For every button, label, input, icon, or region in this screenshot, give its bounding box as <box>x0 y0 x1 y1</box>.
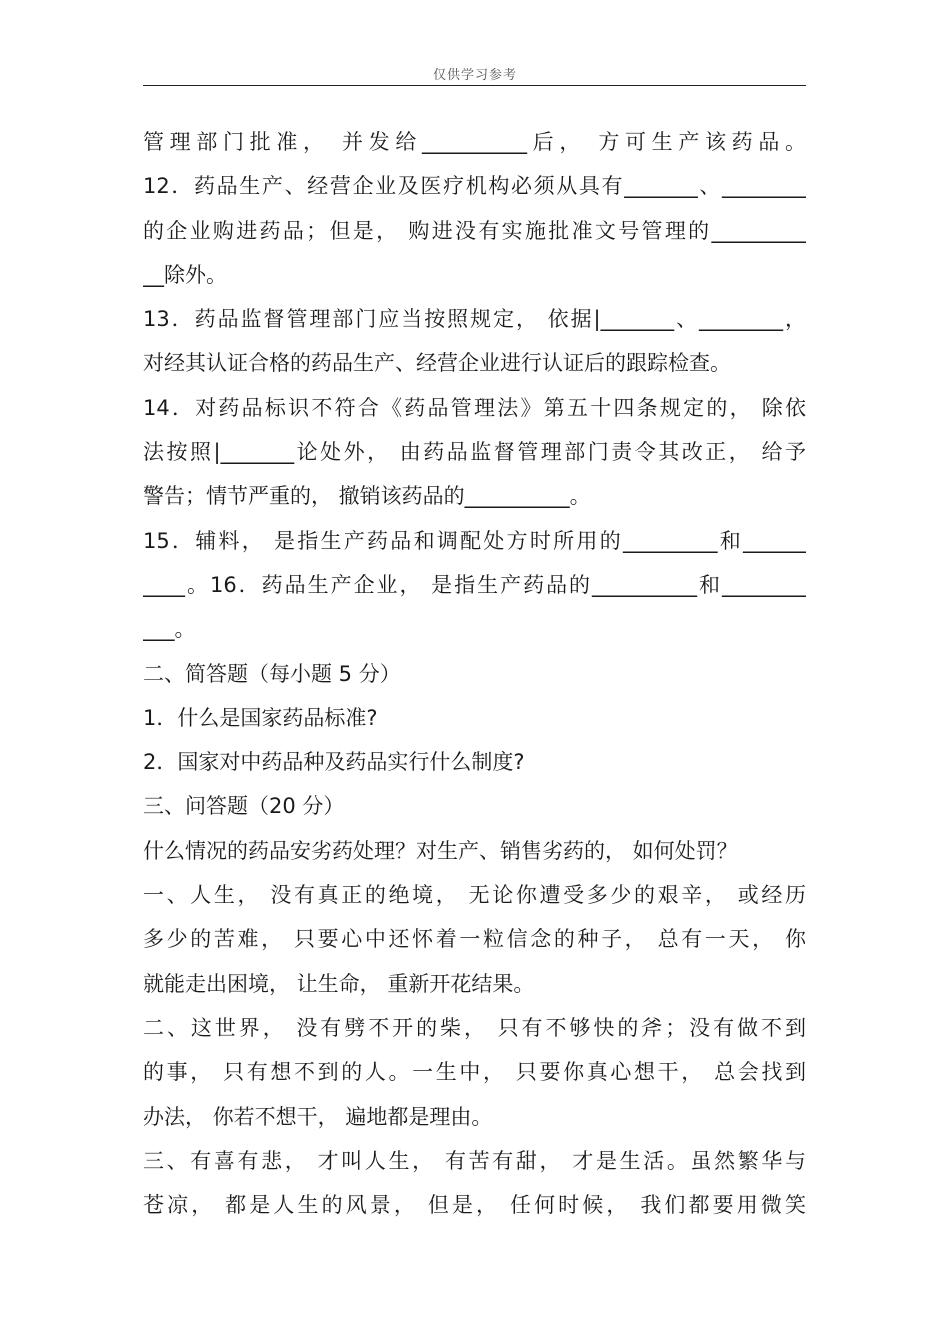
text-line: ___。 <box>143 617 196 642</box>
text-line: 就能走出困境， 让生命， 重新开花结果。 <box>143 971 535 996</box>
text-line: 法按照|_______论处外， 由药品监督管理部门责令其改正， 给予 <box>143 440 806 465</box>
section-heading: 三、问答题（20 分） <box>143 794 345 819</box>
text-line: 二、这世界， 没有劈不开的柴， 只有不够快的斧；没有做不到 <box>143 1015 806 1040</box>
page-header: 仅供学习参考 <box>432 68 517 83</box>
text-line: 对经其认证合格的药品生产、经营企业进行认证后的跟踪检查。 <box>143 351 731 376</box>
text-line: 什么情况的药品安劣药处理？对生产、销售劣药的， 如何处罚？ <box>143 838 738 863</box>
text-line: __除外。 <box>143 262 227 287</box>
text-line: 13．药品监督管理部门应当按照规定， 依据|_______、________， <box>143 307 806 332</box>
text-line: 办法， 你若不想干， 遍地都是理由。 <box>143 1104 493 1129</box>
text-line: 管理部门批准， 并发给__________后， 方可生产该药品。 <box>143 130 806 154</box>
text-line: 多少的苦难， 只要心中还怀着一粒信念的种子， 总有一天， 你 <box>143 927 806 952</box>
text-line: 15．辅料， 是指生产药品和调配处方时所用的_________和______ <box>143 528 806 553</box>
header-divider <box>143 85 806 86</box>
text-line: 的企业购进药品；但是， 购进没有实施批准文号管理的_________ <box>143 218 806 243</box>
text-line: 三、有喜有悲， 才叫人生， 有苦有甜， 才是生活。虽然繁华与 <box>143 1148 806 1173</box>
text-line: 一、人生， 没有真正的绝境， 无论你遭受多少的艰辛， 或经历 <box>143 883 806 908</box>
text-line: 警告；情节严重的， 撤销该药品的__________。 <box>143 484 591 509</box>
text-line: 14．对药品标识不符合《药品管理法》第五十四条规定的， 除依 <box>143 395 806 420</box>
question-item: 2．国家对中药品种及药品实行什么制度? <box>143 750 525 775</box>
text-line: 的事， 只有想不到的人。一生中， 只要你真心想干， 总会找到 <box>143 1060 806 1085</box>
document-body <box>143 120 806 1227</box>
text-line: 苍凉， 都是人生的风景， 但是， 任何时候， 我们都要用微笑 <box>143 1193 806 1218</box>
text-line: 12．药品生产、经营企业及医疗机构必须从具有_______、________ <box>143 174 806 199</box>
question-item: 1．什么是国家药品标准? <box>143 705 378 730</box>
text-line: ____。16．药品生产企业， 是指生产药品的__________和________ <box>143 572 806 597</box>
section-heading: 二、简答题（每小题 5 分） <box>143 661 401 686</box>
